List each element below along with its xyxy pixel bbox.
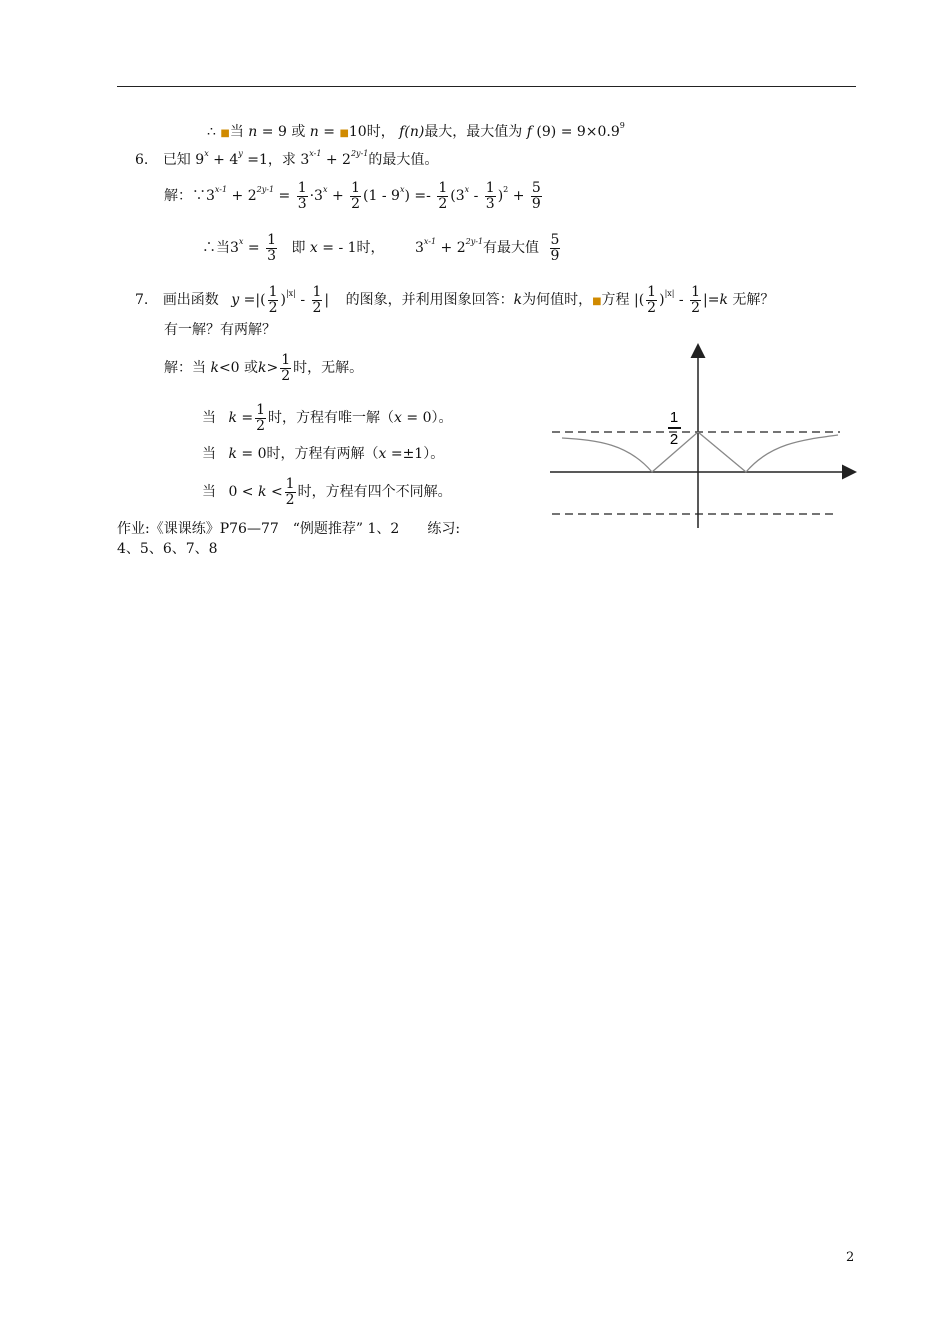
exponent: 2y-1: [350, 149, 369, 158]
exponent: x: [322, 185, 328, 194]
var-n: n: [248, 124, 258, 140]
solution-7-case-a: [164, 348, 363, 388]
solution-7-case-b: [202, 398, 453, 438]
half-label-den: 2: [669, 431, 679, 448]
text: 或: [291, 124, 306, 140]
text: =: [241, 410, 254, 426]
text: (9) = 9×0.9: [536, 124, 620, 140]
text: -: [426, 188, 431, 204]
text: 0 <: [228, 484, 254, 500]
text: 3: [415, 240, 424, 256]
fraction: $\frac{1}{3}$: [267, 231, 276, 264]
page-number: 2: [846, 1250, 855, 1265]
exponent: x-1: [309, 149, 322, 158]
solution-6: [164, 170, 544, 216]
half-label-num: 1: [669, 409, 679, 426]
exponent: 2y-1: [256, 185, 275, 194]
text: =: [323, 124, 340, 140]
text: -: [300, 292, 306, 308]
text: 3: [300, 152, 310, 168]
result-6: [202, 222, 562, 268]
text: 为何值时，: [522, 292, 593, 308]
problem-7: 7. 画出函数 y =|( $\frac{1}{2}$ )$^{|x|}$ - $\frac{1}{2}$ | 的图象，并利用图象回答：k为何值时，■方程 |( $\frac{1}{2}$ )$^{|x|}$ - $\frac{1}{2}$ |=k 无解？: [135, 283, 775, 316]
text: -: [469, 188, 483, 204]
text: +: [512, 188, 525, 204]
text: = - 1时，: [322, 240, 385, 256]
text: =: [247, 240, 260, 256]
fraction: $\frac{1}{2}$: [256, 401, 266, 434]
text: 9: [195, 152, 205, 168]
text: 10时，: [348, 124, 395, 140]
header-rule: [117, 86, 856, 87]
text: + 2: [440, 240, 466, 256]
text: <0 或: [218, 360, 259, 376]
text: = 0）。: [406, 410, 453, 426]
solution-7-case-c: [202, 444, 444, 464]
curve-left: [562, 438, 652, 472]
text: =±1）。: [390, 446, 445, 462]
text: 已知: [162, 152, 191, 168]
text: 当: [202, 410, 216, 426]
var-x: x: [394, 410, 402, 426]
text: 的图象，并利用图象回答：: [345, 292, 514, 308]
exponent: |x|: [664, 289, 675, 298]
var-x: x: [378, 446, 387, 462]
text: 当: [202, 446, 216, 462]
marker-dot: ■: [220, 128, 230, 139]
text: |=: [703, 292, 720, 308]
exponent: 2y-1: [465, 237, 484, 246]
fraction: $\frac{5}{9}$: [531, 179, 541, 212]
solution-7-case-d: [202, 472, 452, 512]
fraction: $\frac{1}{2}$: [438, 179, 448, 212]
exponent: y: [238, 149, 243, 158]
text: = 0时，方程有两解（: [241, 446, 379, 462]
exponent: x: [204, 149, 209, 158]
text: ·3: [309, 188, 323, 204]
fraction: $\frac{1}{2}$: [647, 283, 657, 316]
fraction: $\frac{1}{2}$: [312, 283, 322, 316]
text: 画出函数: [162, 292, 219, 308]
var-x: x: [309, 240, 318, 256]
exponent: 9: [619, 121, 625, 130]
var-n: (n): [404, 124, 425, 140]
fraction: $\frac{1}{2}$: [351, 179, 361, 212]
curve-right-fall: [698, 432, 746, 472]
fraction: $\frac{1}{3}$: [297, 179, 307, 212]
text: =|(: [243, 292, 266, 308]
text: 时，方程有唯一解（: [268, 410, 395, 426]
var-k: k: [719, 292, 728, 308]
fraction: $\frac{1}{2}$: [691, 283, 701, 316]
exponent: x-1: [423, 237, 437, 246]
function-graph: [548, 340, 858, 530]
curve-right: [746, 435, 838, 472]
exponent: x: [238, 237, 244, 246]
conclusion-line: [207, 116, 625, 144]
var-k: k: [258, 484, 267, 500]
text: |(: [633, 292, 645, 308]
text: 3: [206, 188, 215, 204]
homework-line2: 4、5、6、7、8: [117, 541, 218, 557]
text: + 4: [213, 152, 239, 168]
var-y: y: [231, 292, 240, 308]
marker-dot: ■: [339, 128, 349, 139]
problem-7-line2: 有一解？有两解？: [164, 322, 276, 338]
exponent: x: [464, 185, 470, 194]
fraction: $\frac{1}{3}$: [485, 179, 495, 212]
text: 的最大值。: [368, 152, 439, 168]
text: 方程: [601, 292, 630, 308]
text: 有最大值: [483, 240, 540, 256]
text: 当: [202, 484, 216, 500]
text: ): [497, 188, 504, 204]
text: =: [278, 188, 291, 204]
problem-6: [135, 144, 438, 170]
text: 无解？: [732, 292, 775, 308]
text: ) =: [404, 188, 427, 204]
homework-line1: 作业:《课课练》P76—77 “例题推荐” 1、2 练习:: [117, 521, 461, 537]
var-k: k: [258, 360, 267, 376]
text: + 2: [231, 188, 257, 204]
text: 当: [229, 124, 244, 140]
text: +: [331, 188, 344, 204]
therefore-symbol: ∴: [207, 124, 216, 140]
exponent: x-1: [214, 185, 228, 194]
text: + 2: [325, 152, 351, 168]
text: =1，求: [247, 152, 296, 168]
text: 时，方程有四个不同解。: [297, 484, 452, 500]
text: ∴当: [202, 240, 230, 256]
exponent: |x|: [285, 289, 296, 298]
exponent: 2: [503, 185, 509, 194]
text: -: [678, 292, 684, 308]
text: 时，无解。: [293, 360, 364, 376]
var-f: f: [399, 124, 405, 140]
var-k: k: [513, 292, 523, 308]
text: 解：: [164, 188, 192, 204]
fraction: $\frac{1}{2}$: [281, 351, 291, 384]
problem-number: 6.: [135, 152, 149, 168]
marker-dot: ■: [592, 296, 602, 307]
fraction: $\frac{1}{2}$: [285, 475, 295, 508]
var-n: n: [309, 124, 319, 140]
var-k: k: [210, 360, 219, 376]
text: 最大，最大值为: [424, 124, 523, 140]
text: (1 - 9: [363, 188, 400, 204]
fraction: $\frac{1}{2}$: [268, 283, 278, 316]
text: = 9: [261, 124, 287, 140]
text: 解：当: [164, 360, 206, 376]
text: |: [324, 292, 330, 308]
text: 即: [291, 240, 306, 256]
text: >: [266, 360, 279, 376]
var-f: f: [526, 124, 532, 140]
fraction: $\frac{5}{9}$: [550, 231, 560, 264]
var-k: k: [228, 446, 237, 462]
text: (3: [450, 188, 465, 204]
exponent: x: [399, 185, 405, 194]
text: 3: [230, 240, 239, 256]
text: <: [270, 484, 283, 500]
var-k: k: [228, 410, 237, 426]
because-symbol: ∵: [192, 188, 206, 204]
problem-number: 7.: [135, 292, 149, 308]
